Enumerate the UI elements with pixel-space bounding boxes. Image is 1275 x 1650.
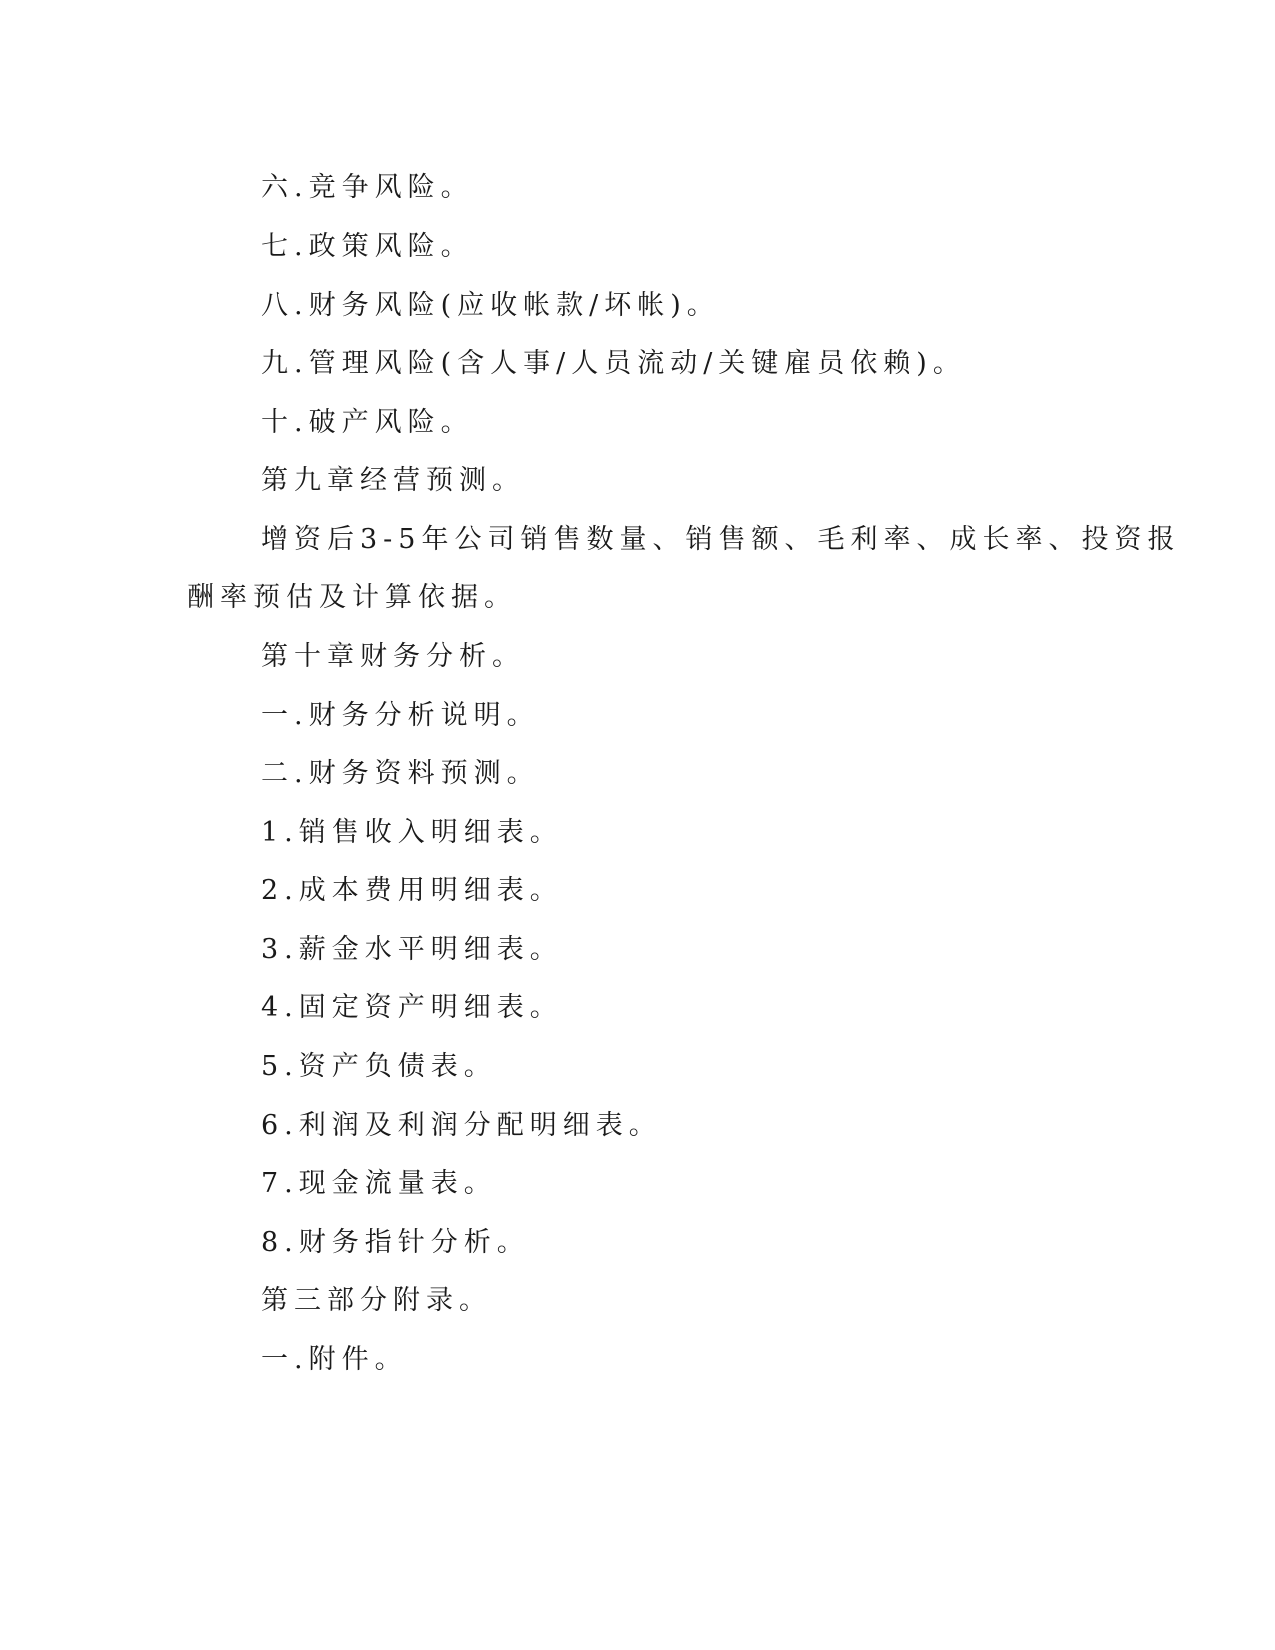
item-financial-analysis-notes: 一.财务分析说明。	[261, 700, 540, 731]
paragraph-forecast-line-1: 增资后3-5年公司销售数量、销售额、毛利率、成长率、投资报	[261, 524, 1181, 555]
item-financial-risk: 八.财务风险(应收帐款/坏帐)。	[261, 290, 720, 321]
item-policy-risk: 七.政策风险。	[261, 231, 474, 262]
item-fixed-assets-table: 4.固定资产明细表。	[261, 992, 563, 1023]
item-financial-indicator-analysis: 8.财务指针分析。	[261, 1227, 530, 1258]
chapter-9-heading: 第九章经营预测。	[261, 465, 525, 496]
item-balance-sheet: 5.资产负债表。	[261, 1051, 497, 1082]
part-3-appendix-heading: 第三部分附录。	[261, 1285, 492, 1316]
item-profit-distribution-table: 6.利润及利润分配明细表。	[261, 1110, 662, 1141]
item-attachments: 一.附件。	[261, 1344, 408, 1375]
chapter-10-heading: 第十章财务分析。	[261, 641, 525, 672]
item-competition-risk: 六.竞争风险。	[261, 172, 474, 203]
item-management-risk: 九.管理风险(含人事/人员流动/关键雇员依赖)。	[261, 348, 966, 379]
item-bankruptcy-risk: 十.破产风险。	[261, 407, 474, 438]
item-cash-flow-statement: 7.现金流量表。	[261, 1168, 497, 1199]
item-cost-expense-table: 2.成本费用明细表。	[261, 875, 563, 906]
item-sales-revenue-table: 1.销售收入明细表。	[261, 817, 563, 848]
paragraph-forecast-line-2: 酬率预估及计算依据。	[187, 582, 517, 613]
item-financial-data-forecast: 二.财务资料预测。	[261, 758, 540, 789]
item-salary-table: 3.薪金水平明细表。	[261, 934, 563, 965]
